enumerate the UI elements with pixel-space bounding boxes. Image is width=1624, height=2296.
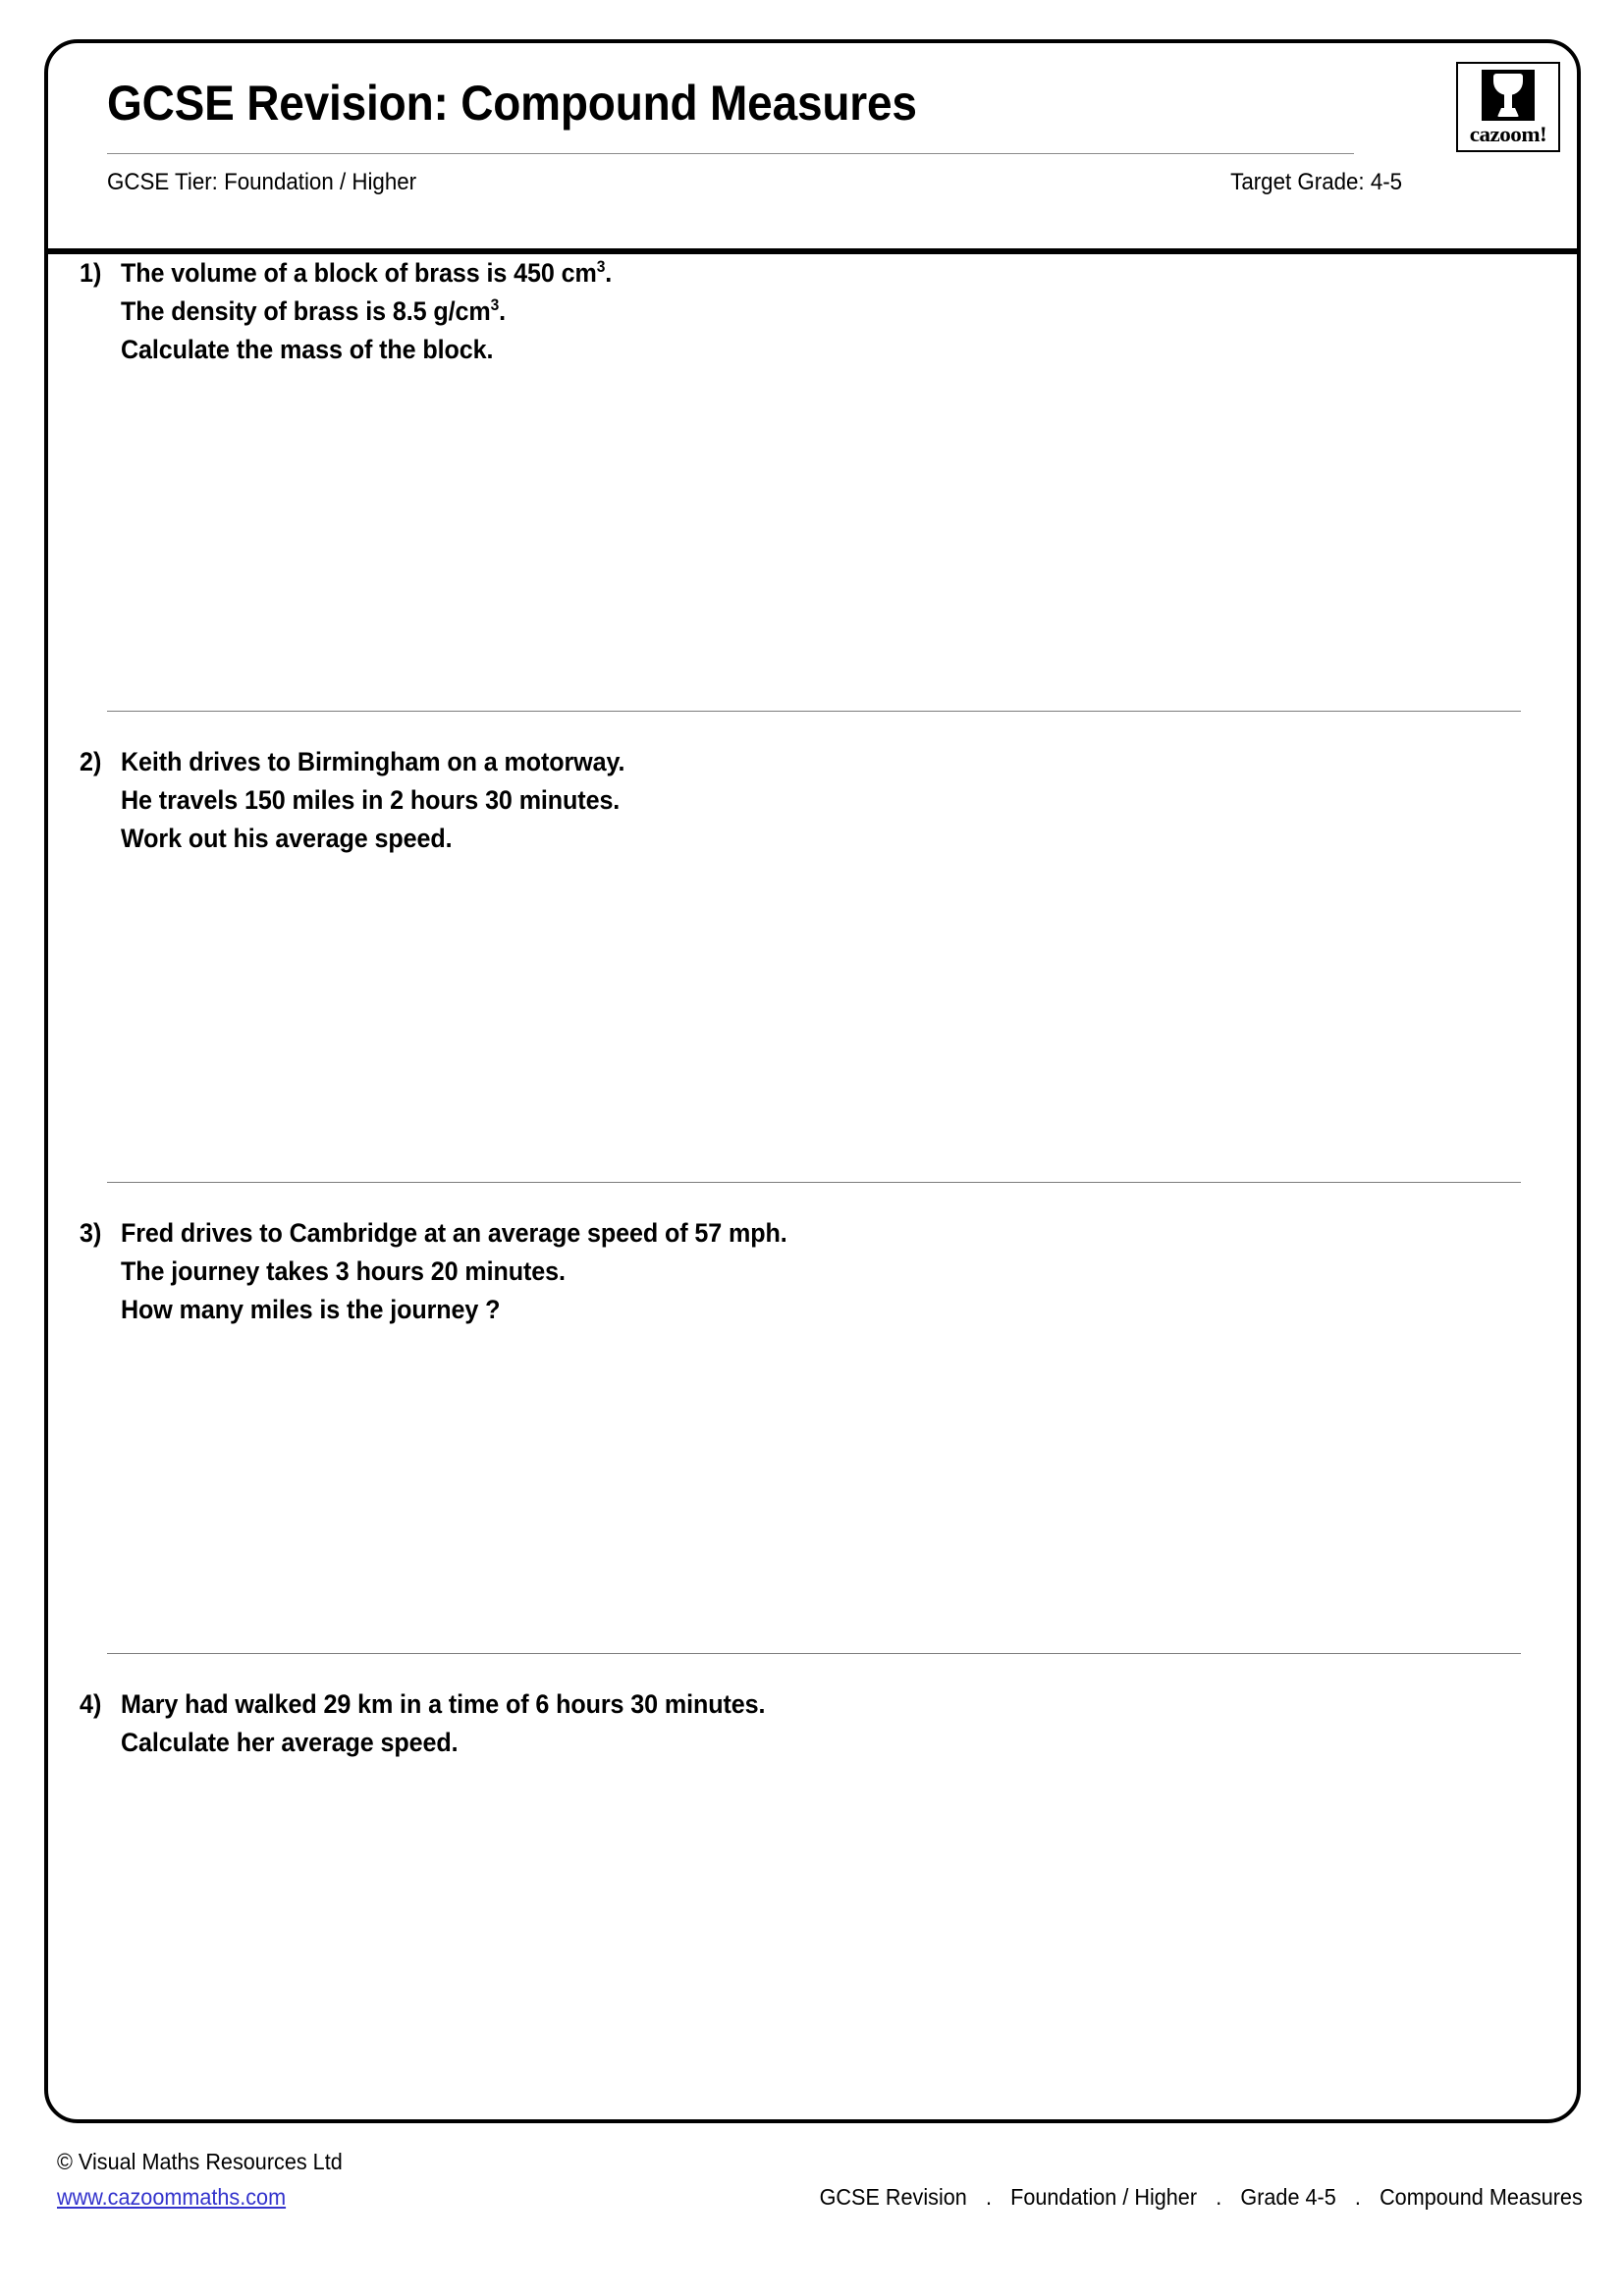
question-text [121, 254, 1577, 369]
page-footer [0, 2144, 1624, 2262]
target-grade-label: Target Grade: 4-5 [1230, 169, 1402, 195]
breadcrumb-item: Grade 4-5 [1240, 2184, 1336, 2210]
question-separator [107, 1182, 1521, 1183]
question-number: 1) [80, 258, 102, 288]
breadcrumb-separator: . [1216, 2184, 1222, 2210]
breadcrumb-separator: . [1355, 2184, 1362, 2210]
question-list [48, 254, 1577, 2075]
cazoom-logo [1456, 62, 1560, 152]
title-divider [107, 153, 1354, 154]
logo-wordmark: cazoom! [1469, 122, 1547, 146]
footer-left-block [57, 2144, 343, 2215]
website-link[interactable]: www.cazoommaths.com [57, 2184, 287, 2210]
question-separator [107, 711, 1521, 712]
page-title: GCSE Revision: Compound Measures [107, 76, 917, 131]
question-line: The journey takes 3 hours 20 minutes. [121, 1256, 566, 1286]
question-text [121, 1214, 1577, 1329]
question-line: He travels 150 miles in 2 hours 30 minutes. [121, 785, 621, 815]
question-number: 2) [80, 747, 102, 776]
footer-breadcrumb [820, 2179, 1583, 2215]
question-item [48, 254, 1577, 721]
copyright-text: © Visual Maths Resources Ltd [57, 2149, 343, 2174]
question-line: The density of brass is 8.5 $g/cm^3$. [121, 295, 507, 326]
question-text [121, 1685, 1577, 1762]
question-line: How many miles is the journey ? [121, 1295, 501, 1324]
breadcrumb-item: Compound Measures [1380, 2184, 1583, 2210]
question-separator [107, 1653, 1521, 1654]
question-line: Mary had walked 29 km in a time of 6 hours 30 minutes. [121, 1689, 766, 1719]
worksheet-header [48, 43, 1577, 249]
question-line: Keith drives to Birmingham on a motorway. [121, 747, 625, 776]
breadcrumb-separator: . [986, 2184, 993, 2210]
question-line: Work out his average speed. [121, 824, 453, 853]
question-item [48, 1663, 1577, 2075]
question-text [121, 743, 1577, 858]
question-line: The volume of a block of brass is 450 $cm^3$. [121, 257, 613, 288]
question-line: Fred drives to Cambridge at an average speed of 57 mph. [121, 1218, 787, 1248]
question-number: 4) [80, 1689, 102, 1719]
question-item [48, 1192, 1577, 1663]
goblet-icon [1482, 70, 1535, 121]
question-line: Calculate her average speed. [121, 1728, 459, 1757]
worksheet-sheet [44, 39, 1581, 2123]
question-number: 3) [80, 1218, 102, 1248]
breadcrumb-item: GCSE Revision [819, 2184, 968, 2210]
tier-label: GCSE Tier: Foundation / Higher [107, 169, 417, 195]
question-item [48, 721, 1577, 1192]
breadcrumb-item: Foundation / Higher [1010, 2184, 1198, 2210]
question-line: Calculate the mass of the block. [121, 335, 494, 364]
